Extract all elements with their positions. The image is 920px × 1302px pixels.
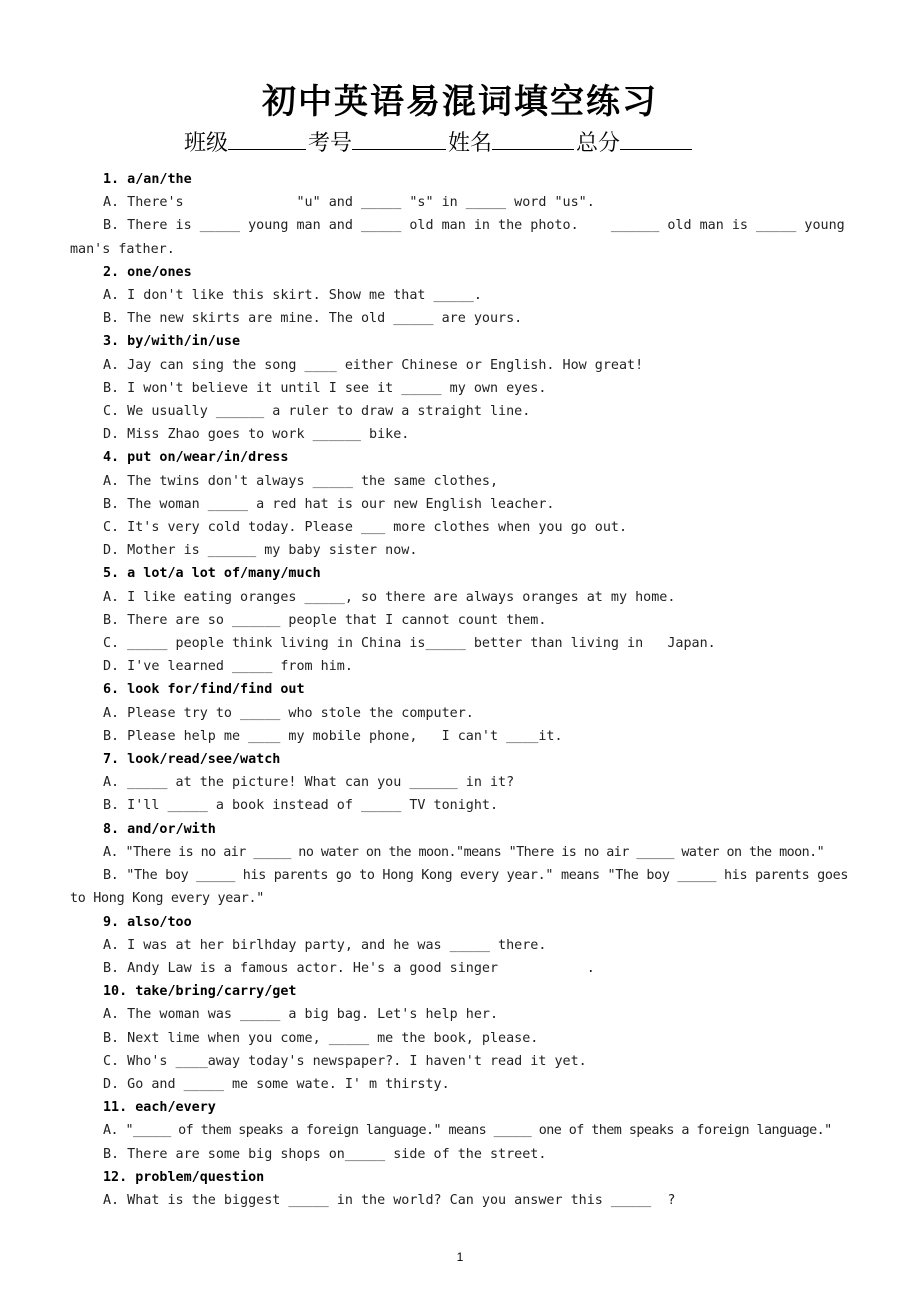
section-heading: 7. look/read/see/watch <box>103 752 281 768</box>
section-heading: 6. look for/find/find out <box>103 682 305 698</box>
exercise-item: C. We usually ______ a ruler to draw a straight line. <box>103 404 531 420</box>
exercise-item: A. "There is no air _____ no water on the moon."means "There is no air _____ water on the moon." <box>103 844 825 860</box>
exercise-item: A. _____ at the picture! What can you ______ in it? <box>103 775 515 791</box>
section-heading: 3. by/with/in/use <box>103 334 241 350</box>
section-4 <box>70 446 852 562</box>
exercise-item: B. Next lime when you come, _____ me the book, please. <box>103 1030 539 1046</box>
exercise-item: A. Jay can sing the song ____ either Chinese or English. How great! <box>103 357 644 373</box>
class-label: 班级 <box>184 131 229 156</box>
section-3 <box>70 330 852 446</box>
exercise-item: A. The twins don't always _____ the same clothes, <box>103 473 499 489</box>
section-heading: 8. and/or/with <box>103 821 216 837</box>
section-heading: 12. problem/question <box>103 1169 265 1185</box>
exercise-item: A. I was at her birlhday party, and he was _____ there. <box>103 937 547 953</box>
exercise-item: B. There is _____ young man and _____ old man in the photo. ______ old man is _____ young man's father. <box>70 218 853 257</box>
exercise-item: B. There are some big shops on_____ side of the street. <box>103 1146 547 1162</box>
total-score-blank[interactable] <box>620 129 692 150</box>
exercise-item: B. There are so ______ people that I cannot count them. <box>103 612 547 628</box>
section-7 <box>70 748 852 818</box>
section-heading: 1. a/an/the <box>103 172 192 187</box>
exercise-item: B. The new skirts are mine. The old _____ are yours. <box>103 311 523 327</box>
exercise-item: B. The woman _____ a red hat is our new English leacher. <box>103 496 555 512</box>
section-heading: 2. one/ones <box>103 264 192 280</box>
section-12 <box>70 1166 852 1212</box>
section-8 <box>70 818 852 911</box>
section-6 <box>70 678 852 748</box>
exercise-list <box>70 168 852 1212</box>
class-blank[interactable] <box>228 129 306 150</box>
exercise-item: B. I won't believe it until I see it _____ my own eyes. <box>103 380 547 396</box>
total-score-label: 总分 <box>576 131 621 156</box>
exercise-item: A. There's "u" and _____ "s" in _____ word "us". <box>103 195 595 211</box>
exercise-item: A. Please try to _____ who stole the computer. <box>103 705 474 721</box>
section-9 <box>70 911 852 981</box>
section-2 <box>70 261 852 331</box>
exercise-item: A. I don't like this skirt. Show me that _____. <box>103 288 482 304</box>
name-label: 姓名 <box>448 131 493 156</box>
exercise-item: D. Mother is ______ my baby sister now. <box>103 543 418 559</box>
exercise-item: D. Go and _____ me some wate. I' m thirsty. <box>103 1076 450 1092</box>
exercise-item: A. "_____ of them speaks a foreign language." means _____ one of them speaks a foreign language." <box>103 1123 832 1139</box>
section-heading: 5. a lot/a lot of/many/much <box>103 566 321 582</box>
section-heading: 10. take/bring/carry/get <box>103 984 297 1000</box>
section-11 <box>70 1096 852 1166</box>
section-10 <box>70 980 852 1096</box>
exam-number-blank[interactable] <box>352 129 446 150</box>
exercise-item: D. Miss Zhao goes to work ______ bike. <box>103 427 410 443</box>
section-heading: 11. each/every <box>103 1100 216 1116</box>
exam-number-label: 考号 <box>308 131 353 156</box>
exercise-item: B. Please help me ____ my mobile phone, I can't ____it. <box>103 728 563 744</box>
section-5 <box>70 562 852 678</box>
student-info-line <box>184 126 694 157</box>
document-title: 初中英语易混词填空练习 <box>262 82 658 122</box>
exercise-item: C. It's very cold today. Please ___ more clothes when you go out. <box>103 520 628 536</box>
page-number: 1 <box>456 1250 464 1264</box>
name-blank[interactable] <box>492 129 574 150</box>
exercise-item: B. "The boy _____ his parents go to Hong Kong every year." means "The boy _____ his parents goes to Hong Kong every year." <box>70 868 849 907</box>
exercise-item: A. The woman was _____ a big bag. Let's help her. <box>103 1007 499 1023</box>
exercise-item: A. What is the biggest _____ in the world? Can you answer this _____ ? <box>103 1192 676 1208</box>
exercise-item: D. I've learned _____ from him. <box>103 659 353 675</box>
section-heading: 9. also/too <box>103 914 192 930</box>
section-1 <box>70 168 852 261</box>
exercise-item: A. I like eating oranges _____, so there are always oranges at my home. <box>103 589 676 605</box>
section-heading: 4. put on/wear/in/dress <box>103 450 289 466</box>
exercise-item: C. _____ people think living in China is_____ better than living in Japan. <box>103 636 716 652</box>
exercise-item: B. I'll _____ a book instead of _____ TV tonight. <box>103 798 499 814</box>
exercise-item: B. Andy Law is a famous actor. He's a good singer . <box>103 960 595 976</box>
exercise-item: C. Who's ____away today's newspaper?. I haven't read it yet. <box>103 1053 587 1069</box>
